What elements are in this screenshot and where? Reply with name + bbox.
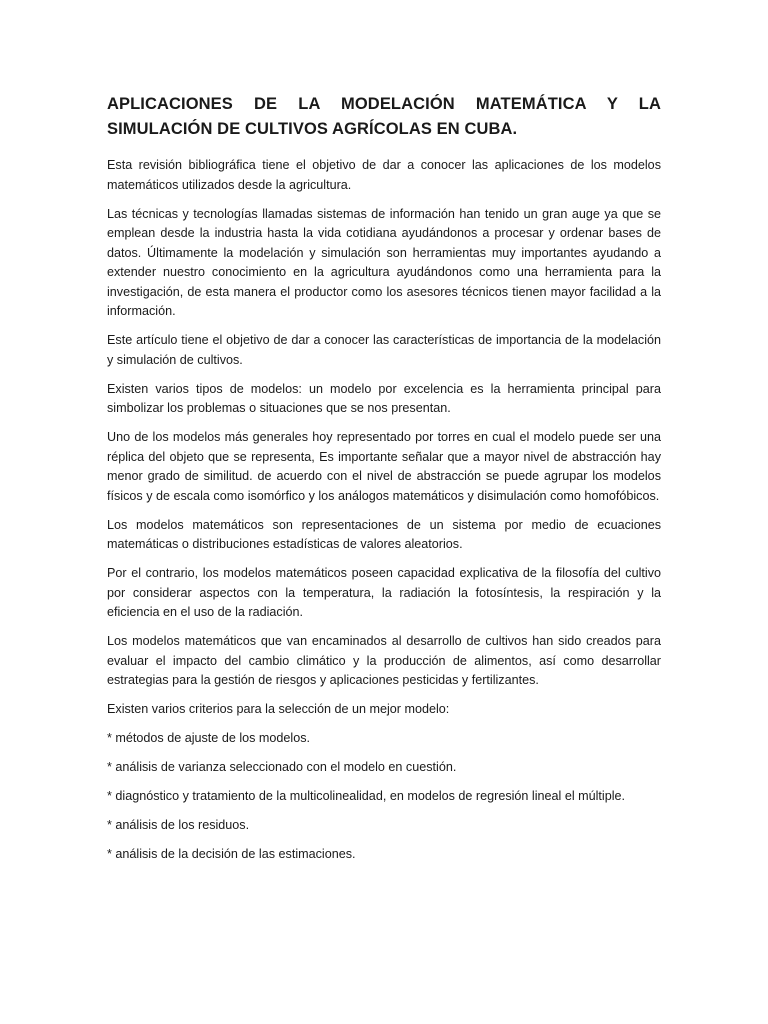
document-title: APLICACIONES DE LA MODELACIÓN MATEMÁTICA Y LA SIMULACIÓN DE CULTIVOS AGRÍCOLAS EN CUBA. — [107, 95, 661, 138]
paragraph-model-types: Existen varios tipos de modelos: un modelo por excelencia es la herramienta principal para simbolizar los problemas o situaciones que se nos presentan. — [107, 381, 661, 415]
list-item: * análisis de la decisión de las estimaciones. — [107, 847, 356, 861]
list-item: * métodos de ajuste de los modelos. — [107, 731, 311, 745]
paragraph-selection-criteria: Existen varios criterios para la selección de un mejor modelo: — [107, 702, 450, 716]
document-page — [107, 92, 661, 874]
list-item: * análisis de los residuos. — [107, 818, 250, 832]
paragraph-general-models: Uno de los modelos más generales hoy representado por torres en cual el modelo puede ser una réplica del objeto que se representa, Es importante señalar que a mayor nivel de abstracción hay menor grado de similitud. de acuerdo con el nivel de abstracción se puede agrupar los modelos físicos y de escala como isomórfico y los análogos matemáticos y disimulación como homofóbicos. — [107, 430, 661, 503]
paragraph-article-objective: Este artículo tiene el objetivo de dar a conocer las características de importancia de la modelación y simulación de cultivos. — [107, 333, 661, 367]
paragraph-information-systems: Las técnicas y tecnologías llamadas sistemas de información han tenido un gran auge ya que se emplean desde la industria hasta la vida cotidiana ayudándonos a procesar y ordenar bases de datos. Últimamente la modelación y simulación son herramientas muy importantes ayudando a extender nuestro conocimiento en la agricultura ayudándonos como una herramienta para la investigación, de esta manera el productor como los asesores técnicos tienen mayor facilidad a la información. — [107, 206, 661, 318]
paragraph-mathematical-models: Los modelos matemáticos son representaciones de un sistema por medio de ecuaciones matemáticas o distribuciones estadísticas de valores aleatorios. — [107, 517, 661, 551]
paragraph-crop-development: Los modelos matemáticos que van encaminados al desarrollo de cultivos han sido creados para evaluar el impacto del cambio climático y la producción de alimentos, así como desarrollar estrategias para la gestión de riesgos y aplicaciones pesticidas y fertilizantes. — [107, 634, 661, 687]
list-item: * análisis de varianza seleccionado con el modelo en cuestión. — [107, 760, 457, 774]
paragraph-explanatory-capacity: Por el contrario, los modelos matemáticos poseen capacidad explicativa de la filosofía del cultivo por considerar aspectos con la temperatura, la radiación la fotosíntesis, la respiración y la eficiencia en el uso de la radiación. — [107, 566, 661, 619]
list-item: * diagnóstico y tratamiento de la multicolinealidad, en modelos de regresión lineal el múltiple. — [107, 789, 626, 803]
paragraph-objective: Esta revisión bibliográfica tiene el objetivo de dar a conocer las aplicaciones de los modelos matemáticos utilizados desde la agricultura. — [107, 158, 661, 192]
